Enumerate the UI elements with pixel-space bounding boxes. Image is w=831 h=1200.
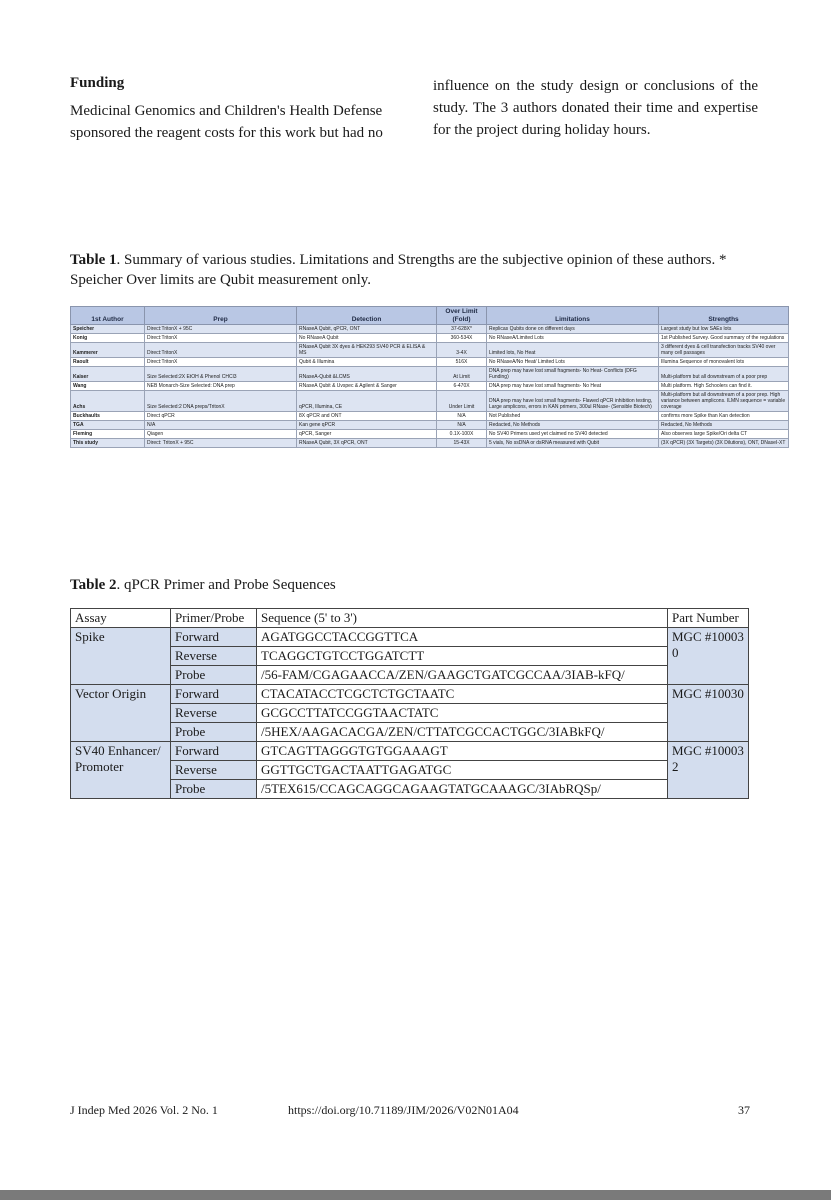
table1-header-author: 1st Author (71, 307, 145, 325)
table2-cell-sequence: TCAGGCTGTCCTGGATCTT (257, 647, 668, 666)
table1-cell-prep: Size Selected:2 DNA preps/TritonX (145, 391, 297, 412)
table2-cell-primer: Probe (171, 666, 257, 685)
table1-row (71, 421, 789, 430)
table2-cell-primer: Reverse (171, 704, 257, 723)
table2-cell-sequence: /56-FAM/CGAGAACCA/ZEN/GAAGCTGATCGCCAA/3IAB-kFQ/ (257, 666, 668, 685)
table1-row (71, 343, 789, 358)
table1-row (71, 334, 789, 343)
table1-cell-limitations: 5 vials, No ssDNA or dsRNA measured with Qubit (487, 439, 659, 448)
table1-cell-prep: Direct qPCR (145, 412, 297, 421)
table2-cell-sequence: AGATGGCCTACCGGTTCA (257, 628, 668, 647)
table1-cell-detection: RNaseA Qubit 3X dyes & HEK293 SV40 PCR & ELISA & MS (297, 343, 437, 358)
table2-header-row (71, 609, 749, 628)
funding-heading: Funding (70, 75, 125, 91)
table2-cell-assay: Spike (71, 628, 171, 685)
table1-cell-strengths: (3X qPCR) (3X Targets) (3X Dilutions), ONT, DNaseI-XT (659, 439, 789, 448)
table2-cell-part-number: MGC #100030 (668, 628, 749, 685)
table1-cell-detection: RNaseA Qubit, qPCR, ONT (297, 325, 437, 334)
table1-header-limitations: Limitations (487, 307, 659, 325)
table1-cell-over-limit: 37-628X* (437, 325, 487, 334)
footer-journal: J Indep Med 2026 Vol. 2 No. 1 (70, 1103, 218, 1117)
table2-header-sequence: Sequence (5' to 3') (257, 609, 668, 628)
table1-cell-over-limit: 360-534X (437, 334, 487, 343)
table1-row (71, 382, 789, 391)
table1-header-row (71, 307, 789, 325)
primer-probe-table (70, 608, 749, 799)
table1-header-prep: Prep (145, 307, 297, 325)
table1-cell-author: Kammerer (71, 343, 145, 358)
table1-caption-text: . Summary of various studies. Limitations and Strengths are the subjective opinion of these authors. * Speicher Over limits are Qubit measurement only. (70, 252, 727, 288)
table1-cell-limitations: Limited lots, No Heat (487, 343, 659, 358)
table1-cell-author: Konig (71, 334, 145, 343)
table1-cell-over-limit: N/A (437, 412, 487, 421)
table1-row (71, 367, 789, 382)
table1-row (71, 325, 789, 334)
table2-cell-sequence: GGTTGCTGACTAATTGAGATGC (257, 761, 668, 780)
table2-row (71, 742, 749, 761)
table2-cell-assay: SV40 Enhancer/Promoter (71, 742, 171, 799)
table1-cell-over-limit: 6-470X (437, 382, 487, 391)
table1-cell-author: Speicher (71, 325, 145, 334)
table1-cell-strengths: 1st Published Survey. Good summary of the regulations (659, 334, 789, 343)
table1-cell-detection: Qubit & Illumina (297, 358, 437, 367)
table1-row (71, 439, 789, 448)
table1-cell-author: Wang (71, 382, 145, 391)
table1-cell-limitations: DNA prep may have lost small fragments- No Heat (487, 382, 659, 391)
table1-cell-strengths: Redacted, No Methods (659, 421, 789, 430)
studies-summary-table (70, 306, 789, 448)
page-number: 37 (738, 1103, 750, 1117)
table1-cell-strengths: 3 different dyes & cell transfection tracks SV40 over many cell passages (659, 343, 789, 358)
table1-cell-author: Buckhaults (71, 412, 145, 421)
table1-cell-prep: Direct:TritonX (145, 358, 297, 367)
table2-row (71, 761, 749, 780)
footer-doi-link[interactable]: https://doi.org/10.71189/JIM/2026/V02N01A04 (288, 1103, 519, 1117)
table2-row (71, 647, 749, 666)
table2-cell-sequence: /5HEX/AAGACACGA/ZEN/CTTATCGCCACTGGC/3IABkFQ/ (257, 723, 668, 742)
table1-cell-prep: Qiagen (145, 430, 297, 439)
table2-row (71, 685, 749, 704)
table1-cell-prep: NEB Monarch-Size Selected: DNA prep (145, 382, 297, 391)
table2-cell-sequence: GTCAGTTAGGGTGTGGAAAGT (257, 742, 668, 761)
table1-header-strengths: Strengths (659, 307, 789, 325)
table1-cell-strengths: Largest study but low SAEs lots (659, 325, 789, 334)
table2-row (71, 780, 749, 799)
table1-cell-over-limit: 15-43X (437, 439, 487, 448)
table2-cell-primer: Reverse (171, 647, 257, 666)
table2-cell-part-number: MGC #100032 (668, 742, 749, 799)
table2-header-primer: Primer/Probe (171, 609, 257, 628)
table1-cell-limitations: No SV40 Primers used yet claimed no SV40 detected (487, 430, 659, 439)
table1-cell-strengths: confirms more Spike than Kan detection (659, 412, 789, 421)
table1-row (71, 358, 789, 367)
table1-cell-author: TGA (71, 421, 145, 430)
table1-cell-author: Raoult (71, 358, 145, 367)
table1-row (71, 430, 789, 439)
table2-row (71, 723, 749, 742)
table2-cell-primer: Probe (171, 723, 257, 742)
table1-cell-limitations: No RNaseA/No Heat/ Limited Lots (487, 358, 659, 367)
table2-cell-sequence: CTACATACCTCGCTCTGCTAATC (257, 685, 668, 704)
table2-row (71, 704, 749, 723)
table1-cell-over-limit: At Limit (437, 367, 487, 382)
table1-cell-limitations: Not Published (487, 412, 659, 421)
table1-cell-author: This study (71, 439, 145, 448)
table2-label: Table 2 (70, 577, 117, 593)
table1-cell-strengths: Multi-platform but all downstream of a poor prep. High variance between amplicons. ILMN sequence = variable coverage (659, 391, 789, 412)
bottom-bar (0, 1190, 831, 1200)
table2-cell-sequence: GCGCCTTATCCGGTAACTATC (257, 704, 668, 723)
table1-cell-prep: Size Selected:2X EtOH & Phenol CHCl3 (145, 367, 297, 382)
table1-cell-detection: 8X qPCR and ONT (297, 412, 437, 421)
table1-cell-prep: Direct:TritonX (145, 334, 297, 343)
table1-cell-limitations: No RNaseA/Limited Lots (487, 334, 659, 343)
table1-cell-detection: RNaseA-Qubit &LCMS (297, 367, 437, 382)
table2-caption (70, 575, 760, 595)
table2-row (71, 628, 749, 647)
table2-cell-part-number: MGC #10030 (668, 685, 749, 742)
table1-cell-over-limit: N/A (437, 421, 487, 430)
table1-cell-limitations: Redacted, No Methods (487, 421, 659, 430)
table1-cell-over-limit: Under Limit (437, 391, 487, 412)
table1-cell-detection: RNaseA Qubit & Uvspec & Agilent & Sanger (297, 382, 437, 391)
table1-cell-detection: No RNaseA Qubit (297, 334, 437, 343)
table2-header-part: Part Number (668, 609, 749, 628)
table1-cell-author: Kaiser (71, 367, 145, 382)
table1-cell-over-limit: 0.1X-100X (437, 430, 487, 439)
table2-row (71, 666, 749, 685)
table1-cell-over-limit: 3-4X (437, 343, 487, 358)
table1-cell-detection: Kan gene qPCR (297, 421, 437, 430)
table1-cell-strengths: Also observes large Spike/Ori delta CT (659, 430, 789, 439)
table1-cell-detection: qPCR, Illumina, CE (297, 391, 437, 412)
table2-cell-primer: Forward (171, 628, 257, 647)
table1-cell-strengths: Illumina Sequence of monovalent lots (659, 358, 789, 367)
funding-text-right: influence on the study design or conclusions of the study. The 3 authors donated their time and expertise for the project during holiday hours. (433, 78, 758, 138)
table1-cell-limitations: DNA prep may have lost small fragments- Flawed qPCR inhibition testing, Large amplicons, errors in KAN primers, 300ul RNase- (Sensible Biotech) (487, 391, 659, 412)
table1-cell-author: Achs (71, 391, 145, 412)
table1-cell-strengths: Multi platform. High Schoolers can find it. (659, 382, 789, 391)
table1-cell-author: Fleming (71, 430, 145, 439)
table2-cell-sequence: /5TEX615/CCAGCAGGCAGAAGTATGCAAAGC/3IAbRQSp/ (257, 780, 668, 799)
table2-cell-assay: Vector Origin (71, 685, 171, 742)
table2-cell-primer: Forward (171, 685, 257, 704)
table1-cell-prep: N/A (145, 421, 297, 430)
table1-cell-over-limit: 516X (437, 358, 487, 367)
table1-cell-detection: qPCR, Sanger (297, 430, 437, 439)
table2-cell-primer: Reverse (171, 761, 257, 780)
table2-cell-primer: Probe (171, 780, 257, 799)
table1-cell-strengths: Multi-platform but all downstream of a poor prep (659, 367, 789, 382)
table2-caption-text: . qPCR Primer and Probe Sequences (116, 577, 336, 593)
table1-header-detection: Detection (297, 307, 437, 325)
table1-row (71, 412, 789, 421)
table1-label: Table 1 (70, 252, 117, 268)
table1-cell-limitations: Replicas Qubits done on different days (487, 325, 659, 334)
table1-row (71, 391, 789, 412)
table1-caption (70, 250, 760, 290)
table2-cell-primer: Forward (171, 742, 257, 761)
table1-cell-prep: Direct:TritonX + 95C (145, 325, 297, 334)
table2-header-assay: Assay (71, 609, 171, 628)
table1-cell-prep: Direct: TritonX + 95C (145, 439, 297, 448)
table1-header-over-limit: Over Limit (Fold) (437, 307, 487, 325)
table1-cell-limitations: DNA prep may have lost small fragments- No Heat- Conflicts (DFG Funding) (487, 367, 659, 382)
funding-text-left: Medicinal Genomics and Children's Health Defense sponsored the reagent costs for this work but had no (70, 103, 383, 141)
table1-cell-prep: Direct:TritonX (145, 343, 297, 358)
table1-cell-detection: RNaseA Qubit, 3X qPCR, ONT (297, 439, 437, 448)
